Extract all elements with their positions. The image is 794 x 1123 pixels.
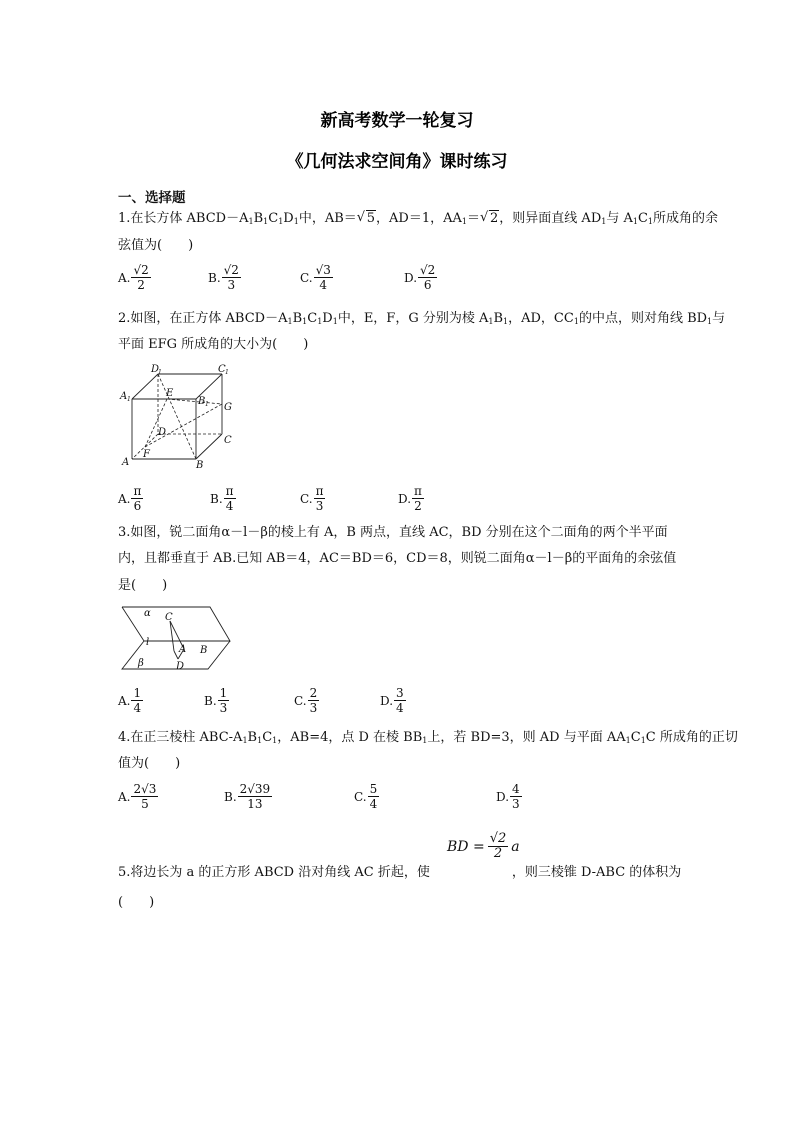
q5-formula: BD = $\frac{√2}{2}$ a <box>447 831 520 861</box>
q3-option-a[interactable]: A. $\frac{1}{4}$ <box>118 686 142 715</box>
q3-stem-line1: 3.如图，锐二面角α－l－β的棱上有 A，B 两点，直线 AC，BD 分别在这个二面角的两个半平面 <box>118 525 668 540</box>
label-beta: β <box>138 658 144 669</box>
q4-stem-line2: 值为( ) <box>118 756 181 771</box>
q2-option-b[interactable]: B. $\frac{\pi}{4}$ <box>210 484 234 513</box>
q5-stem-line1: 5.将边长为 a 的正方形 ABCD 沿对角线 AC 折起，使 ，则三棱锥 D-ABC 的体积为 <box>118 865 682 880</box>
label-a1: A <box>120 391 128 402</box>
q4-option-d[interactable]: D. $\frac{4}{3}$ <box>496 782 520 811</box>
label-b: B <box>200 645 208 656</box>
q3-option-c[interactable]: C. $\frac{2}{3}$ <box>294 686 318 715</box>
svg-text:1: 1 <box>127 396 131 403</box>
q2-option-d[interactable]: D. $\frac{\pi}{2}$ <box>398 484 422 513</box>
label-l: l <box>146 637 150 648</box>
q1-stem-line2: 弦值为( ) <box>118 238 194 253</box>
page-title: 新高考数学一轮复习 <box>320 111 474 131</box>
q1-option-a[interactable]: A. $\frac{√2}{2}$ <box>118 263 149 292</box>
label-c: C <box>224 435 232 446</box>
svg-text:1: 1 <box>205 401 209 408</box>
svg-text:1: 1 <box>158 369 162 376</box>
label-a: A <box>122 457 130 468</box>
label-d: D <box>176 661 185 672</box>
section-heading: 一、选择题 <box>118 190 186 206</box>
label-alpha: α <box>144 608 151 619</box>
q3-option-b[interactable]: B. $\frac{1}{3}$ <box>204 686 228 715</box>
label-b: B <box>196 460 204 471</box>
sqrt-5: √ 5 <box>357 210 376 228</box>
q3-stem-line3: 是( ) <box>118 578 168 593</box>
q4-option-a[interactable]: A. $\frac{2√3}{5}$ <box>118 782 157 811</box>
label-e: E <box>166 388 174 399</box>
q1-option-d[interactable]: D. $\frac{√2}{6}$ <box>404 263 436 292</box>
q1-stem-line1: 1.在长方体 $ABCD-A_1B_1C_1D_1$中，AB＝√ 5，AD＝1，$AA_1=√$ 2，则异面直线 $AD_1$与 $A_1C_1$所成角的余 <box>118 210 718 228</box>
q5-stem-line2: ( ) <box>118 895 155 910</box>
svg-text:1: 1 <box>225 369 229 376</box>
label-d: D <box>158 427 167 438</box>
label-a: A <box>179 644 187 655</box>
sqrt-2: √ 2 <box>480 210 499 228</box>
q4-stem-line1: 4.在正三棱柱 ABC-$A_1B_1C_1$，AB=4，点 D 在棱 $BB_1$上，若 BD=3，则 AD 与平面 $AA_1C_1C$ 所成角的正切 <box>118 730 738 745</box>
label-c: C <box>165 612 173 623</box>
q2-stem-line1: 2.如图，在正方体 $ABCD-A_1B_1C_1D_1$中，E，F，G 分别为棱 $A_1B_1$，AD，$CC_1$的中点，则对角线 $BD_1$与 <box>118 311 726 326</box>
label-b1: B <box>198 396 206 407</box>
label-c1: C <box>218 364 226 375</box>
q4-option-b[interactable]: B. $\frac{2√39}{13}$ <box>224 782 271 811</box>
cube-figure <box>118 362 238 472</box>
label-d1: D <box>151 364 160 375</box>
q1-option-c[interactable]: C. $\frac{√3}{4}$ <box>300 263 331 292</box>
q4-option-c[interactable]: C. $\frac{5}{4}$ <box>354 782 378 811</box>
q1-option-b[interactable]: B. $\frac{√2}{3}$ <box>208 263 239 292</box>
q3-stem-line2: 内，且都垂直于 AB.已知 AB＝4，AC＝BD＝6，CD＝8，则锐二面角α－l－β的平面角的余弦值 <box>118 551 677 566</box>
q2-stem-line2: 平面 EFG 所成角的大小为( ) <box>118 337 309 352</box>
page-subtitle: 《几何法求空间角》课时练习 <box>286 152 508 172</box>
q2-option-c[interactable]: C. $\frac{\pi}{3}$ <box>300 484 324 513</box>
q3-option-d[interactable]: D. $\frac{3}{4}$ <box>380 686 404 715</box>
label-g: G <box>224 402 232 413</box>
dihedral-angle-figure <box>118 603 238 673</box>
q2-option-a[interactable]: A. $\frac{\pi}{6}$ <box>118 484 142 513</box>
label-f: F <box>143 449 150 460</box>
